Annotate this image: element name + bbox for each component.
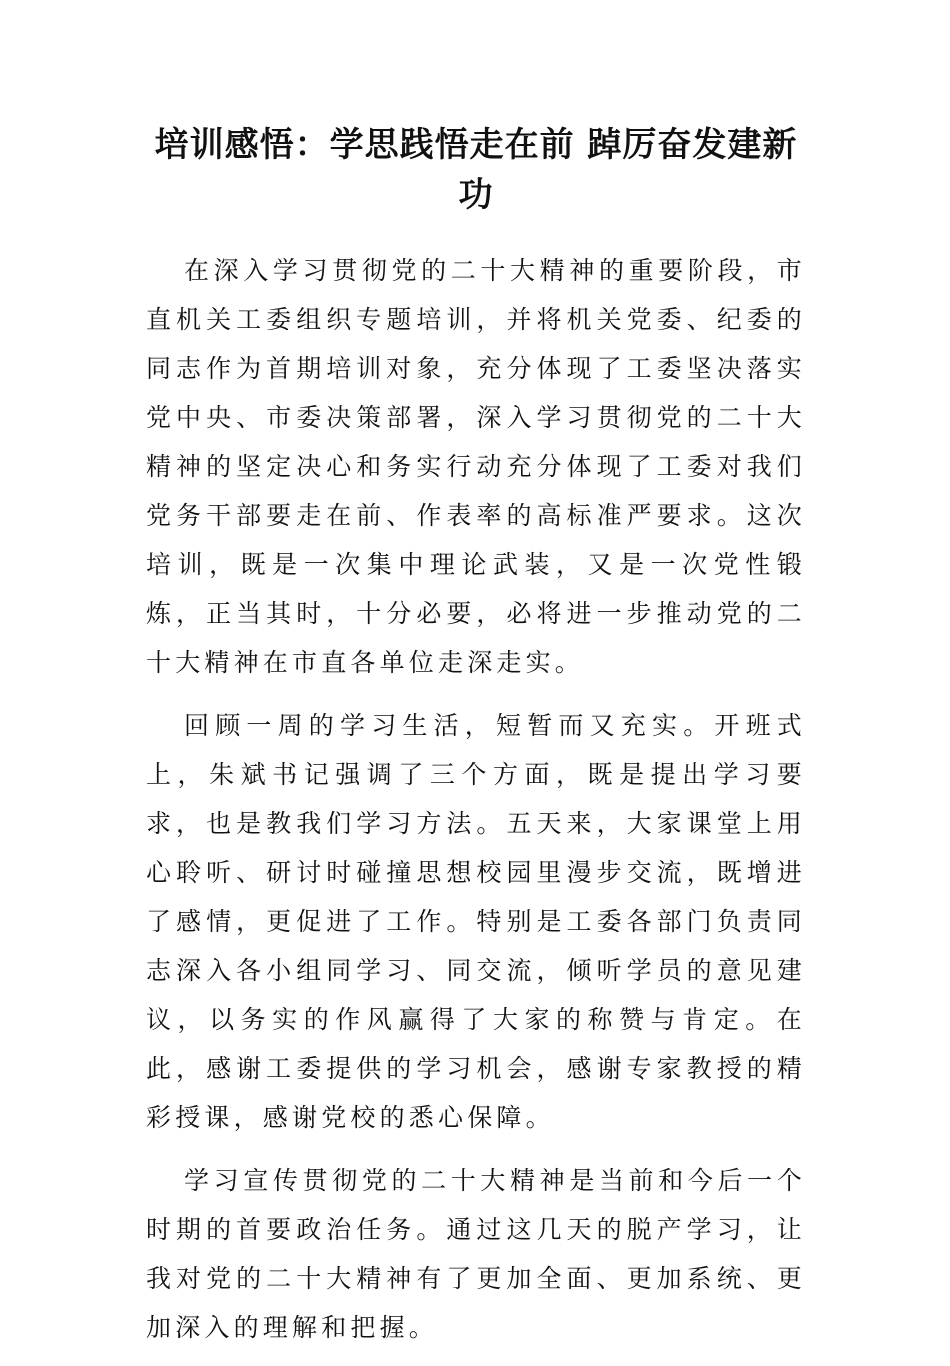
paragraph-3: 学习宣传贯彻党的二十大精神是当前和今后一个时期的首要政治任务。通过这几天的脱产学习，让我对党的二十大精神有了更加全面、更加系统、更加深入的理解和把握。 [146,1166,806,1342]
document-title: 培训感悟：学思践悟走在前 踔厉奋发建新功 [154,125,798,215]
document-body [146,246,806,1352]
document-page [146,120,806,1366]
paragraph-1: 在深入学习贯彻党的二十大精神的重要阶段，市直机关工委组织专题培训，并将机关党委、纪委的同志作为首期培训对象，充分体现了工委坚决落实党中央、市委决策部署，深入学习贯彻党的二十大精神的坚定决心和务实行动充分体现了工委对我们党务干部要走在前、作表率的高标准严要求。这次培训，既是一次集中理论武装，又是一次党性锻炼，正当其时，十分必要，必将进一步推动党的二十大精神在市直各单位走深走实。 [146,256,806,677]
paragraph-2: 回顾一周的学习生活，短暂而又充实。开班式上，朱斌书记强调了三个方面，既是提出学习要求，也是教我们学习方法。五天来，大家课堂上用心聆听、研讨时碰撞思想校园里漫步交流，既增进了感情，更促进了工作。特别是工委各部门负责同志深入各小组同学习、同交流，倾听学员的意见建议，以务实的作风赢得了大家的称赞与肯定。在此，感谢工委提供的学习机会，感谢专家教授的精彩授课，感谢党校的悉心保障。 [146,711,806,1132]
